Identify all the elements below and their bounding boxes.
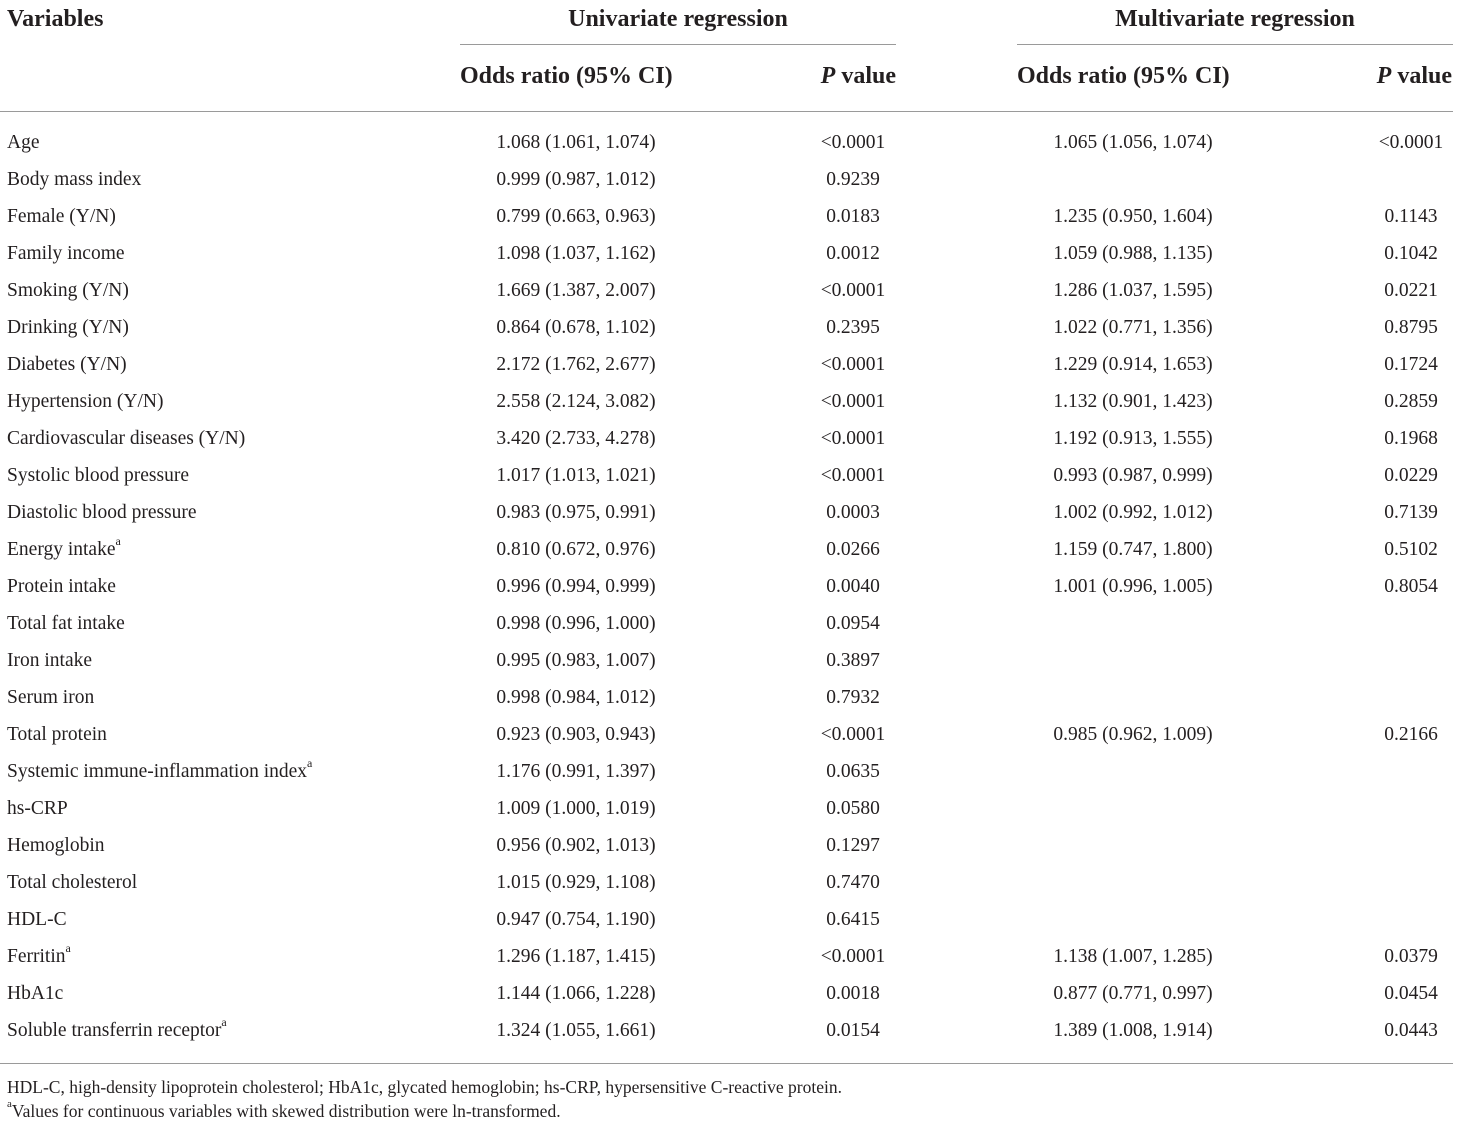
univariate-p-value-cell: 0.9239 [826, 169, 880, 190]
table-row [0, 346, 1460, 383]
multivariate-p-value-cell: 0.0221 [1384, 280, 1438, 301]
variable-label: Cardiovascular diseases (Y/N) [7, 428, 246, 449]
univariate-odds-ratio-cell: 1.296 (1.187, 1.415) [496, 946, 656, 967]
footnote-marker: a [7, 1098, 12, 1111]
univariate-odds-ratio-cell: 1.017 (1.013, 1.021) [496, 465, 656, 486]
multivariate-odds-ratio-cell: 1.001 (0.996, 1.005) [1053, 576, 1213, 597]
variable-label: Total fat intake [7, 613, 125, 634]
variable-cell [7, 124, 40, 161]
variable-cell [7, 605, 125, 642]
table-row [0, 420, 1460, 457]
footnote-marker: a [307, 755, 313, 770]
variable-label: Drinking (Y/N) [7, 317, 129, 338]
univariate-odds-ratio-cell: 0.998 (0.996, 1.000) [496, 613, 656, 634]
multivariate-odds-ratio-cell: 1.002 (0.992, 1.012) [1053, 502, 1213, 523]
table-row [0, 198, 1460, 235]
multivariate-odds-ratio-cell: 0.993 (0.987, 0.999) [1053, 465, 1213, 486]
multivariate-odds-ratio-cell: 1.286 (1.037, 1.595) [1053, 280, 1213, 301]
multivariate-odds-ratio-cell: 0.985 (0.962, 1.009) [1053, 724, 1213, 745]
table-row [0, 494, 1460, 531]
variable-label: Diabetes (Y/N) [7, 354, 127, 375]
header-bottom-rule [0, 111, 1453, 112]
variable-label: Serum iron [7, 687, 95, 708]
variable-label: Female (Y/N) [7, 206, 116, 227]
univariate-odds-ratio-cell: 0.799 (0.663, 0.963) [496, 206, 656, 227]
variable-label: Total protein [7, 724, 107, 745]
univariate-odds-ratio-cell: 1.176 (0.991, 1.397) [496, 761, 656, 782]
p-italic: P [820, 63, 836, 89]
univariate-p-value-cell: 0.0040 [826, 576, 880, 597]
univariate-p-value-cell: 0.0954 [826, 613, 880, 634]
p-italic: P [1376, 63, 1392, 89]
univariate-group-rule [460, 44, 896, 45]
header-uni-p-value [800, 64, 896, 88]
table-row [0, 124, 1460, 161]
table-row [0, 235, 1460, 272]
multivariate-p-value-cell: 0.1724 [1384, 354, 1438, 375]
multivariate-odds-ratio-cell: 1.059 (0.988, 1.135) [1053, 243, 1213, 264]
univariate-odds-ratio-cell: 1.015 (0.929, 1.108) [496, 872, 656, 893]
multivariate-odds-ratio-cell: 1.235 (0.950, 1.604) [1053, 206, 1213, 227]
variable-label: Hemoglobin [7, 835, 105, 856]
univariate-odds-ratio-cell: 0.999 (0.987, 1.012) [496, 169, 656, 190]
header-multivariate: Multivariate regression [1115, 6, 1355, 32]
table-row [0, 716, 1460, 753]
univariate-p-value-cell: <0.0001 [820, 428, 886, 449]
univariate-odds-ratio-cell: 1.068 (1.061, 1.074) [496, 132, 656, 153]
univariate-p-value-cell: 0.0012 [826, 243, 880, 264]
variable-cell [7, 198, 116, 235]
variable-cell [7, 716, 107, 753]
univariate-odds-ratio-cell: 0.998 (0.984, 1.012) [496, 687, 656, 708]
variable-label: Body mass index [7, 169, 142, 190]
variable-label: Hypertension (Y/N) [7, 391, 164, 412]
univariate-p-value-cell: <0.0001 [820, 354, 886, 375]
variable-cell [7, 420, 245, 457]
univariate-p-value-cell: 0.0580 [826, 798, 880, 819]
table-row [0, 753, 1460, 790]
univariate-odds-ratio-cell: 0.923 (0.903, 0.943) [496, 724, 656, 745]
variable-cell [7, 235, 125, 272]
multivariate-odds-ratio-cell: 1.022 (0.771, 1.356) [1053, 317, 1213, 338]
multivariate-p-value-cell: 0.0229 [1384, 465, 1438, 486]
multivariate-odds-ratio-cell: 1.229 (0.914, 1.653) [1053, 354, 1213, 375]
variable-cell [7, 568, 116, 605]
multivariate-p-value-cell: <0.0001 [1378, 132, 1444, 153]
table-row [0, 457, 1460, 494]
variable-cell [7, 383, 164, 420]
multivariate-odds-ratio-cell: 0.877 (0.771, 0.997) [1053, 983, 1213, 1004]
variable-label: HbA1c [7, 983, 64, 1004]
variable-cell [7, 790, 68, 827]
table-row [0, 383, 1460, 420]
footnote-note-text: Values for continuous variables with skewed distribution were ln-transformed. [11, 1101, 561, 1121]
multivariate-odds-ratio-cell: 1.159 (0.747, 1.800) [1053, 539, 1213, 560]
table-row [0, 938, 1460, 975]
univariate-p-value-cell: 0.7932 [826, 687, 880, 708]
univariate-odds-ratio-cell: 0.983 (0.975, 0.991) [496, 502, 656, 523]
univariate-odds-ratio-cell: 1.098 (1.037, 1.162) [496, 243, 656, 264]
p-value-text: value [1391, 63, 1452, 89]
univariate-p-value-cell: 0.1297 [826, 835, 880, 856]
table-row [0, 568, 1460, 605]
table-row [0, 605, 1460, 642]
variable-cell [7, 901, 67, 938]
variable-label: Total cholesterol [7, 872, 138, 893]
univariate-odds-ratio-cell: 2.172 (1.762, 2.677) [496, 354, 656, 375]
multivariate-p-value-cell: 0.8054 [1384, 576, 1438, 597]
univariate-p-value-cell: 0.0266 [826, 539, 880, 560]
variable-cell [7, 494, 197, 531]
multivariate-p-value-cell: 0.1968 [1384, 428, 1438, 449]
univariate-odds-ratio-cell: 0.947 (0.754, 1.190) [496, 909, 656, 930]
univariate-p-value-cell: 0.0154 [826, 1020, 880, 1041]
multivariate-p-value-cell: 0.8795 [1384, 317, 1438, 338]
header-uni-odds-ratio: Odds ratio (95% CI) [460, 63, 673, 89]
univariate-p-value-cell: <0.0001 [820, 132, 886, 153]
variable-cell [7, 753, 312, 790]
univariate-odds-ratio-cell: 0.810 (0.672, 0.976) [496, 539, 656, 560]
multivariate-odds-ratio-cell: 1.138 (1.007, 1.285) [1053, 946, 1213, 967]
univariate-odds-ratio-cell: 1.009 (1.000, 1.019) [496, 798, 656, 819]
multivariate-odds-ratio-cell: 1.065 (1.056, 1.074) [1053, 132, 1213, 153]
variable-label: Diastolic blood pressure [7, 502, 197, 523]
variable-cell [7, 531, 121, 568]
table-row [0, 1012, 1460, 1049]
variable-cell [7, 938, 71, 975]
multivariate-p-value-cell: 0.0454 [1384, 983, 1438, 1004]
table-row [0, 161, 1460, 198]
univariate-p-value-cell: 0.6415 [826, 909, 880, 930]
header-multi-p-value [1356, 64, 1452, 88]
header-multi-odds-ratio: Odds ratio (95% CI) [1017, 63, 1230, 89]
p-value-text: value [835, 63, 896, 89]
variable-label: Energy intake [7, 539, 116, 560]
table-row [0, 864, 1460, 901]
variable-cell [7, 975, 63, 1012]
table-row [0, 790, 1460, 827]
footnote-marker: a [221, 1014, 227, 1029]
variable-cell [7, 161, 141, 198]
multivariate-p-value-cell: 0.7139 [1384, 502, 1438, 523]
univariate-odds-ratio-cell: 3.420 (2.733, 4.278) [496, 428, 656, 449]
variable-label: Age [7, 132, 40, 153]
univariate-p-value-cell: <0.0001 [820, 391, 886, 412]
footnote-transform-note [7, 1098, 561, 1122]
footnote-abbreviations: HDL-C, high-density lipoprotein cholesterol; HbA1c, glycated hemoglobin; hs-CRP, hypersensitive C-reactive protein. [7, 1077, 842, 1097]
variable-label: Protein intake [7, 576, 116, 597]
variable-label: Smoking (Y/N) [7, 280, 129, 301]
univariate-p-value-cell: 0.2395 [826, 317, 880, 338]
table-row [0, 679, 1460, 716]
univariate-p-value-cell: 0.0018 [826, 983, 880, 1004]
univariate-odds-ratio-cell: 1.669 (1.387, 2.007) [496, 280, 656, 301]
multivariate-p-value-cell: 0.2859 [1384, 391, 1438, 412]
table-row [0, 531, 1460, 568]
multivariate-p-value-cell: 0.1143 [1384, 206, 1438, 227]
variable-label: Soluble transferrin receptor [7, 1020, 222, 1041]
variable-label: Ferritin [7, 946, 66, 967]
variable-label: Systemic immune-inflammation index [7, 761, 308, 782]
footnote-marker: a [115, 533, 121, 548]
variable-cell [7, 309, 129, 346]
table-row [0, 272, 1460, 309]
univariate-p-value-cell: 0.0003 [826, 502, 880, 523]
table-bottom-rule [0, 1063, 1453, 1064]
multivariate-p-value-cell: 0.1042 [1384, 243, 1438, 264]
multivariate-odds-ratio-cell: 1.192 (0.913, 1.555) [1053, 428, 1213, 449]
univariate-odds-ratio-cell: 0.995 (0.983, 1.007) [496, 650, 656, 671]
univariate-p-value-cell: 0.7470 [826, 872, 880, 893]
multivariate-group-rule [1017, 44, 1453, 45]
table-row [0, 642, 1460, 679]
table-row [0, 975, 1460, 1012]
table-row [0, 827, 1460, 864]
header-variables: Variables [7, 6, 104, 32]
variable-label: Iron intake [7, 650, 93, 671]
univariate-odds-ratio-cell: 0.996 (0.994, 0.999) [496, 576, 656, 597]
variable-cell [7, 679, 94, 716]
univariate-odds-ratio-cell: 0.956 (0.902, 1.013) [496, 835, 656, 856]
header-univariate: Univariate regression [568, 6, 788, 32]
univariate-p-value-cell: 0.0183 [826, 206, 880, 227]
univariate-odds-ratio-cell: 1.324 (1.055, 1.661) [496, 1020, 656, 1041]
multivariate-odds-ratio-cell: 1.132 (0.901, 1.423) [1053, 391, 1213, 412]
variable-cell [7, 827, 105, 864]
univariate-odds-ratio-cell: 1.144 (1.066, 1.228) [496, 983, 656, 1004]
table-row [0, 309, 1460, 346]
variable-cell [7, 346, 127, 383]
multivariate-p-value-cell: 0.2166 [1384, 724, 1438, 745]
univariate-p-value-cell: <0.0001 [820, 465, 886, 486]
variable-label: Family income [7, 243, 125, 264]
variable-label: Systolic blood pressure [7, 465, 189, 486]
univariate-p-value-cell: 0.3897 [826, 650, 880, 671]
univariate-odds-ratio-cell: 2.558 (2.124, 3.082) [496, 391, 656, 412]
footnote-marker: a [65, 940, 71, 955]
multivariate-p-value-cell: 0.5102 [1384, 539, 1438, 560]
variable-cell [7, 272, 129, 309]
univariate-p-value-cell: <0.0001 [820, 280, 886, 301]
multivariate-p-value-cell: 0.0379 [1384, 946, 1438, 967]
univariate-odds-ratio-cell: 0.864 (0.678, 1.102) [496, 317, 656, 338]
variable-label: HDL-C [7, 909, 67, 930]
univariate-p-value-cell: <0.0001 [820, 724, 886, 745]
univariate-p-value-cell: 0.0635 [826, 761, 880, 782]
univariate-p-value-cell: <0.0001 [820, 946, 886, 967]
multivariate-p-value-cell: 0.0443 [1384, 1020, 1438, 1041]
table-row [0, 901, 1460, 938]
variable-cell [7, 642, 92, 679]
multivariate-odds-ratio-cell: 1.389 (1.008, 1.914) [1053, 1020, 1213, 1041]
variable-cell [7, 864, 137, 901]
variable-label: hs-CRP [7, 798, 68, 819]
variable-cell [7, 1012, 227, 1049]
variable-cell [7, 457, 189, 494]
